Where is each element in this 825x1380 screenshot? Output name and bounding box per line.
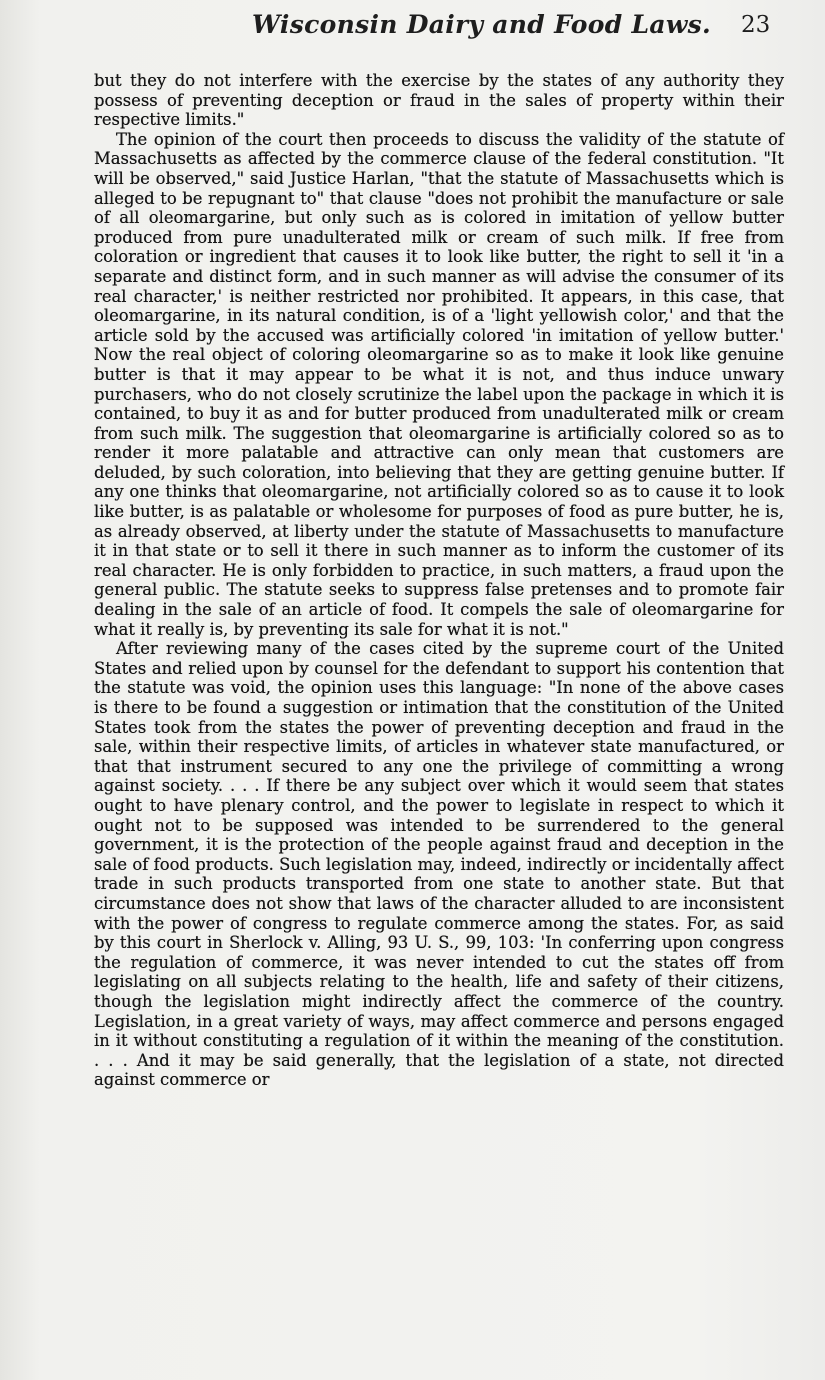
paragraph-court-opinion: The opinion of the court then proceeds to discuss the validity of the statute of Massachusetts as affected by the commerce clause of the federal constitution. "It will be observed," said Justice Harlan, "that the statute of Massachusetts which is alleged to be repugnant to" that clause "does not prohibit the manufacture or sale of all oleomargarine, but only such as is colored in imitation of yellow butter produced from pure unadulterated milk or cream of such milk. If free from coloration or ingredient that causes it to look like butter, the right to sell it 'in a separate and distinct form, and in such manner as will advise the consumer of its real character,' is neither restricted nor prohibited. It appears, in this case, that oleomargarine, in its natural condition, is of a 'light yellowish color,' and that the article sold by the accused was artificially colored 'in imitation of yellow butter.' Now the real object of coloring oleomargarine so as to make it look like genuine butter is that it may appear to be what it is not, and thus induce unwary purchasers, who do not closely scrutinize the label upon the package in which it is contained, to buy it as and for butter produced from unadulterated milk or cream from such milk. The suggestion that oleomargarine is artificially colored so as to render it more palatable and attractive can only mean that customers are deluded, by such coloration, into believing that they are getting genuine butter. If any one thinks that oleomargarine, not artificially colored so as to cause it to look like butter, is as palatable or wholesome for purposes of food as pure butter, he is, as already observed, at liberty under the statute of Massachusetts to manufacture it in that state or to sell it there in such manner as to inform the customer of its real character. He is only forbidden to practice, in such matters, a fraud upon the general public. The statute seeks to suppress false pretenses and to promote fair dealing in the sale of an article of food. It compels the sale of oleomargarine for what it really is, by preventing its sale for what it is not." <box>94 129 784 639</box>
page-number: 23 <box>741 12 771 38</box>
paragraph-continuation: but they do not interfere with the exercise by the states of any authority they possess of preventing deception or fraud in the sales of property within their respective limits." <box>94 71 784 130</box>
paragraph-reviewing-cases: After reviewing many of the cases cited by the supreme court of the United States and relied upon by counsel for the defendant to support his contention that the statute was void, the opinion uses this language: "In none of the above cases is there to be found a suggestion or intimation that the constitution of the United States took from the states the power of preventing deception and fraud in the sale, within their respective limits, of articles in whatever state manufactured, or that that instrument secured to any one the privilege of committing a wrong against society. . . . If there be any subject over which it would seem that states ought to have plenary control, and the power to legislate in respect to which it ought not to be supposed was intended to be surrendered to the general government, it is the protection of the people against fraud and deception in the sale of food products. Such legislation may, indeed, indirectly or incidentally affect trade in such products transported from one state to another state. But that circumstance does not show that laws of the character alluded to are inconsistent with the power of congress to regulate commerce among the states. For, as said by this court in Sherlock v. Alling, 93 U. S., 99, 103: 'In conferring upon congress the regulation of commerce, it was never intended to cut the states off from legislating on all subjects relating to the health, life and safety of their citizens, though the legislation might indirectly affect the commerce of the country. Legislation, in a great variety of ways, may affect commerce and persons engaged in it without constituting a regulation of it within the meaning of the constitution. . . . And it may be said generally, that the legislation of a state, not directed against commerce or <box>94 639 784 1090</box>
running-title: Wisconsin Dairy and Food Laws. <box>252 10 712 39</box>
body-text <box>94 71 784 1090</box>
running-head <box>0 8 825 48</box>
